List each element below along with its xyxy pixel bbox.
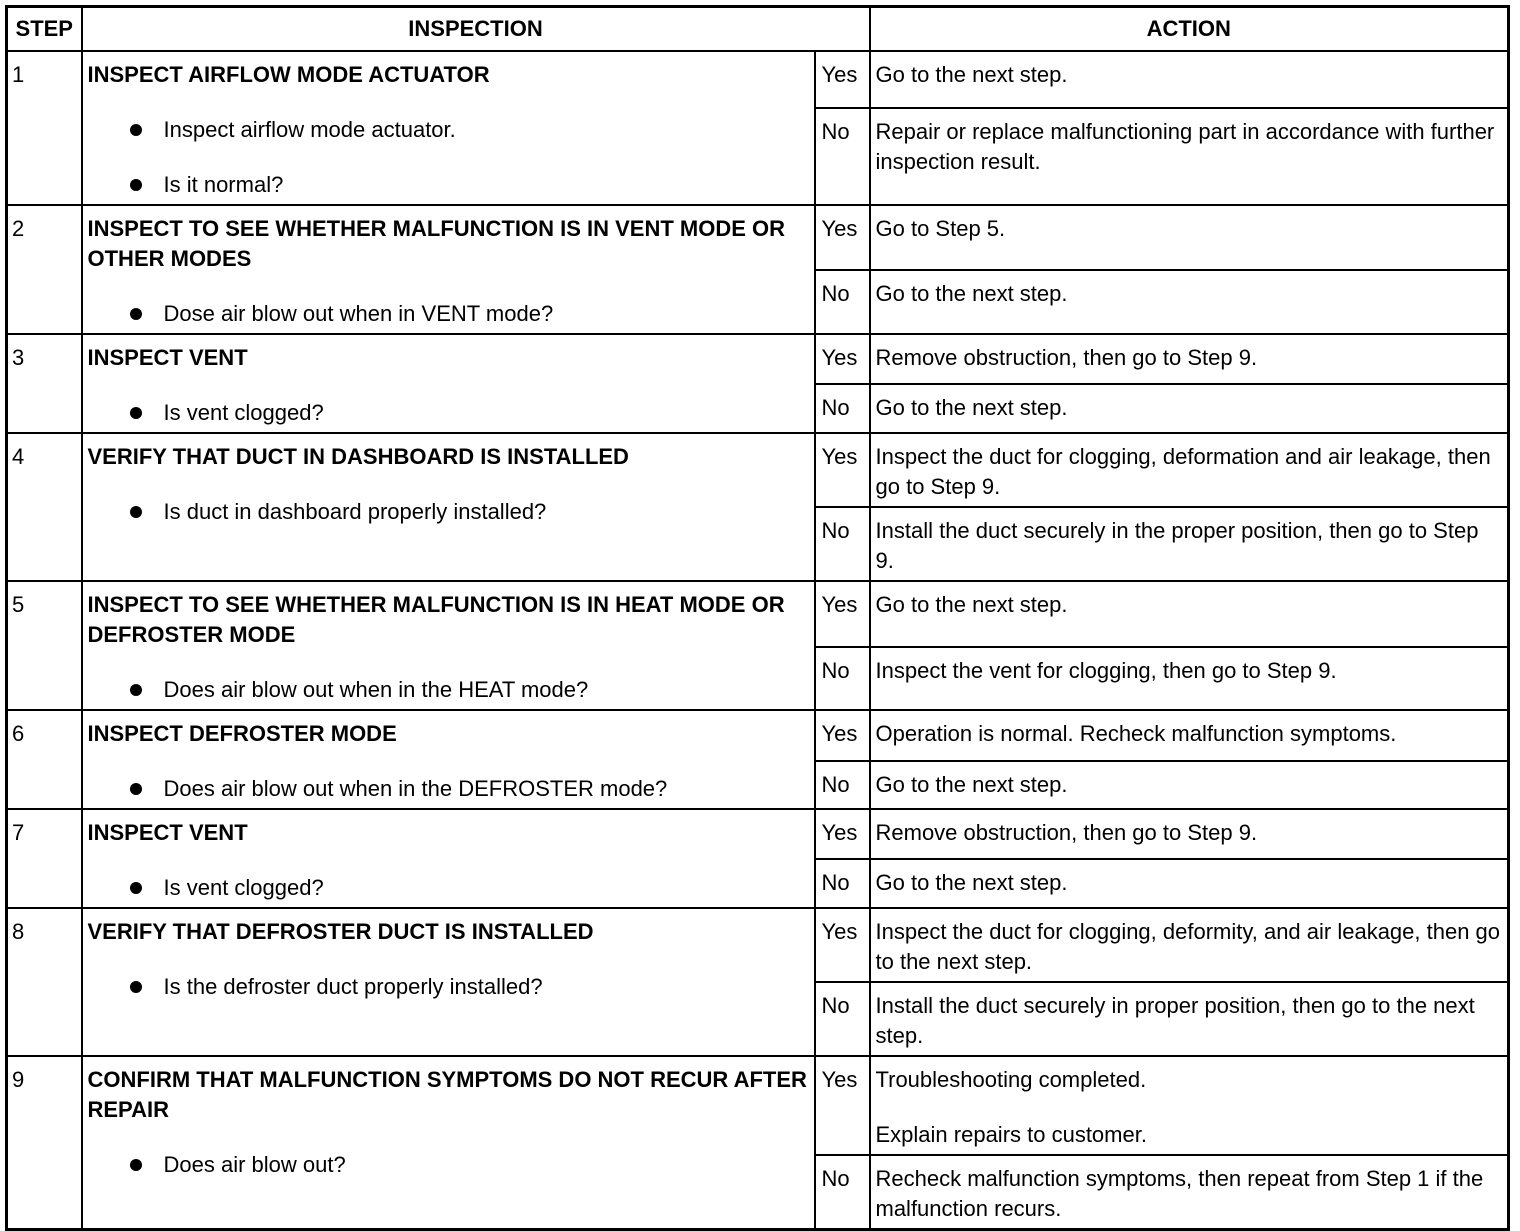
yes-action [870,1056,1509,1155]
yes-label: Yes [815,334,870,384]
bullet-text: Is it normal? [163,172,284,197]
step-number: 8 [7,908,82,1056]
troubleshooting-table [5,5,1510,1231]
inspection-title: INSPECT VENT [87,345,248,370]
inspection-cell [82,433,815,581]
bullet-item [88,170,809,200]
inspection-bullets [88,675,809,705]
action-text: Remove obstruction, then go to Step 9. [875,820,1258,845]
action-text: Install the duct securely in proper position, then go to the next step. [875,993,1475,1048]
inspection-cell [82,334,815,433]
yes-label: Yes [815,433,870,507]
action-text: Go to Step 5. [875,216,1006,241]
yes-action [870,334,1509,384]
bullet-text: Inspect airflow mode actuator. [163,117,456,142]
no-label: No [815,108,870,205]
bullet-item [88,972,809,1002]
bullet-item [88,873,809,903]
action-text: Troubleshooting completed. [875,1067,1147,1092]
step-number: 1 [7,51,82,205]
step-row [7,51,1509,108]
action-text: Go to the next step. [875,280,1068,306]
inspection-cell [82,1056,815,1230]
yes-label: Yes [815,51,870,108]
no-action [870,384,1509,434]
inspection-cell [82,809,815,908]
step-number: 6 [7,710,82,809]
step-row [7,809,1509,859]
no-label: No [815,1155,870,1230]
no-action [870,982,1509,1056]
action-text: Recheck malfunction symptoms, then repeat from Step 1 if the malfunction recurs. [875,1166,1484,1221]
no-label: No [815,761,870,810]
yes-label: Yes [815,908,870,982]
action-text: Go to the next step. [875,592,1068,617]
action-text: Operation is normal. Recheck malfunction symptoms. [875,721,1397,746]
inspection-cell [82,205,815,334]
inspection-title: VERIFY THAT DUCT IN DASHBOARD IS INSTALLED [87,444,629,469]
step-row [7,710,1509,761]
yes-action [870,205,1509,270]
inspection-bullets [88,398,809,428]
step-number: 3 [7,334,82,433]
no-label: No [815,647,870,710]
yes-action [870,809,1509,859]
yes-label: Yes [815,710,870,761]
action-text: Inspect the duct for clogging, deformity, and air leakage, then go to the next step. [875,919,1501,974]
bullet-dot-icon [130,783,142,795]
bullet-text: Is vent clogged? [163,400,324,425]
header-action: ACTION [870,7,1509,52]
inspection-title: CONFIRM THAT MALFUNCTION SYMPTOMS DO NOT RECUR AFTER REPAIR [87,1067,807,1122]
action-text: Inspect the vent for clogging, then go to Step 9. [875,657,1337,683]
bullet-dot-icon [130,308,142,320]
action-text: Explain repairs to customer. [875,1122,1147,1147]
yes-action [870,433,1509,507]
bullet-item [88,675,809,705]
action-text: Go to the next step. [875,62,1068,87]
steps-body [7,51,1509,1230]
action-text: Remove obstruction, then go to Step 9. [875,345,1258,370]
inspection-cell [82,710,815,809]
bullet-dot-icon [130,684,142,696]
no-action [870,761,1509,810]
header-row [7,7,1509,52]
bullet-dot-icon [130,407,142,419]
header-inspection: INSPECTION [82,7,870,52]
bullet-dot-icon [130,179,142,191]
step-number: 4 [7,433,82,581]
bullet-text: Does air blow out when in the HEAT mode? [163,677,589,702]
inspection-title: INSPECT TO SEE WHETHER MALFUNCTION IS IN VENT MODE OR OTHER MODES [87,216,786,271]
no-action [870,1155,1509,1230]
step-number: 9 [7,1056,82,1230]
bullet-dot-icon [130,124,142,136]
bullet-item [88,497,809,527]
step-row [7,581,1509,647]
action-text: Install the duct securely in the proper position, then go to Step 9. [875,518,1479,573]
no-action [870,647,1509,710]
bullet-item [88,115,809,145]
no-action [870,859,1509,909]
bullet-text: Does air blow out? [163,1152,346,1177]
step-row [7,334,1509,384]
no-label: No [815,982,870,1056]
action-text: Repair or replace malfunctioning part in accordance with further inspection result. [875,118,1495,174]
no-label: No [815,859,870,909]
yes-action [870,581,1509,647]
inspection-title: INSPECT TO SEE WHETHER MALFUNCTION IS IN HEAT MODE OR DEFROSTER MODE [87,592,785,647]
bullet-item [88,299,809,329]
action-text: Go to the next step. [875,394,1068,420]
step-row [7,433,1509,507]
action-text: Inspect the duct for clogging, deformation and air leakage, then go to Step 9. [875,444,1491,499]
header-step: STEP [7,7,82,52]
step-number: 5 [7,581,82,710]
troubleshooting-sheet [5,5,1507,1231]
bullet-dot-icon [130,882,142,894]
bullet-text: Dose air blow out when in VENT mode? [163,301,554,326]
inspection-title: INSPECT DEFROSTER MODE [87,721,397,746]
no-action [870,270,1509,335]
step-number: 7 [7,809,82,908]
bullet-item [88,774,809,804]
inspection-title: INSPECT VENT [87,820,248,845]
inspection-bullets [88,774,809,804]
yes-action [870,710,1509,761]
yes-action [870,908,1509,982]
no-action [870,507,1509,581]
inspection-cell [82,51,815,205]
inspection-bullets [88,299,809,329]
inspection-bullets [88,972,809,1002]
inspection-title: INSPECT AIRFLOW MODE ACTUATOR [87,62,490,87]
bullet-item [88,398,809,428]
bullet-text: Is the defroster duct properly installed? [163,974,543,999]
inspection-bullets [88,115,809,200]
step-row [7,1056,1509,1155]
no-label: No [815,507,870,581]
yes-action [870,51,1509,108]
yes-label: Yes [815,205,870,270]
bullet-dot-icon [130,981,142,993]
bullet-text: Is vent clogged? [163,875,324,900]
action-text: Go to the next step. [875,869,1068,895]
step-number: 2 [7,205,82,334]
inspection-bullets [88,1150,809,1180]
yes-label: Yes [815,809,870,859]
yes-label: Yes [815,1056,870,1155]
inspection-cell [82,908,815,1056]
bullet-item [88,1150,809,1180]
bullet-text: Does air blow out when in the DEFROSTER mode? [163,776,668,801]
step-row [7,205,1509,270]
bullet-dot-icon [130,1159,142,1171]
inspection-bullets [88,873,809,903]
inspection-cell [82,581,815,710]
bullet-text: Is duct in dashboard properly installed? [163,499,547,524]
yes-label: Yes [815,581,870,647]
inspection-title: VERIFY THAT DEFROSTER DUCT IS INSTALLED [87,919,594,944]
no-action [870,108,1509,205]
bullet-dot-icon [130,506,142,518]
action-text: Go to the next step. [875,771,1068,797]
inspection-bullets [88,497,809,527]
step-row [7,908,1509,982]
no-label: No [815,270,870,335]
no-label: No [815,384,870,434]
